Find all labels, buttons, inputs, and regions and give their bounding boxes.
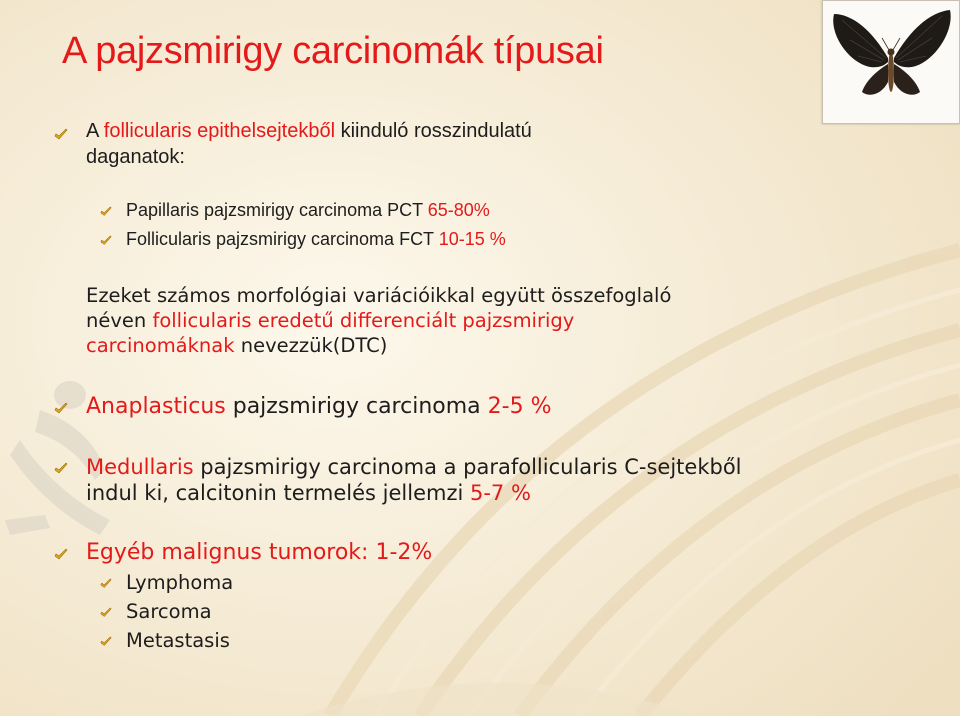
other-name: Egyéb malignus tumorok: bbox=[86, 540, 376, 565]
intro-post: kiinduló rosszindulatú bbox=[335, 120, 532, 142]
intro-highlight: follicularis epithelsejtekből bbox=[103, 120, 336, 142]
summary-highlight-2: carcinomáknak bbox=[86, 334, 235, 357]
summary-line-1: Ezeket számos morfológiai variációikkal együtt összefoglaló bbox=[86, 284, 672, 307]
summary-line-3 bbox=[86, 334, 387, 357]
summary-highlight: follicularis eredetű differenciált pajzsmirigy bbox=[152, 309, 575, 332]
medullary-item-line-1 bbox=[86, 455, 742, 479]
medullary-value: 5-7 % bbox=[469, 481, 531, 505]
other-value: 1-2% bbox=[375, 540, 433, 565]
intro-line-2: daganatok: bbox=[86, 146, 185, 168]
checkmark-icon bbox=[54, 402, 68, 416]
sub-item-value: 65-80% bbox=[427, 200, 490, 220]
other-sub-item-sarcoma: Sarcoma bbox=[126, 600, 212, 623]
intro-line-1 bbox=[86, 120, 532, 143]
other-sub-item-metastasis: Metastasis bbox=[126, 629, 230, 652]
checkmark-icon bbox=[54, 548, 68, 562]
sub-item-papillaris bbox=[126, 200, 490, 221]
checkmark-icon bbox=[100, 636, 112, 648]
anaplastic-text: pajzsmirigy carcinoma bbox=[225, 394, 488, 419]
other-tumors-item bbox=[86, 540, 432, 565]
page-title: A pajzsmirigy carcinomák típusai bbox=[62, 30, 604, 72]
medullary-name: Medullaris bbox=[86, 455, 194, 479]
anaplastic-item bbox=[86, 394, 551, 419]
checkmark-icon bbox=[100, 235, 112, 247]
medullary-text: pajzsmirigy carcinoma a parafollicularis C-sejtekből bbox=[193, 455, 742, 479]
intro-pre: A bbox=[86, 120, 104, 142]
medullary-item-line-2 bbox=[86, 481, 531, 505]
sub-item-value: 10-15 % bbox=[438, 229, 506, 249]
summary-post: nevezzük(DTC) bbox=[234, 334, 388, 357]
checkmark-icon bbox=[100, 206, 112, 218]
checkmark-icon bbox=[100, 578, 112, 590]
sub-item-label: Follicularis pajzsmirigy carcinoma FCT bbox=[126, 229, 439, 249]
sub-item-follicularis bbox=[126, 229, 506, 250]
medullary-text-2: indul ki, calcitonin termelés jellemzi bbox=[86, 481, 470, 505]
summary-line-2 bbox=[86, 309, 574, 332]
anaplastic-value: 2-5 % bbox=[487, 394, 552, 419]
checkmark-icon bbox=[54, 462, 68, 476]
butterfly-icon bbox=[822, 0, 960, 124]
sub-item-label: Papillaris pajzsmirigy carcinoma PCT bbox=[126, 200, 428, 220]
summary-pre: néven bbox=[86, 309, 153, 332]
checkmark-icon bbox=[54, 128, 68, 142]
butterfly-photo bbox=[822, 0, 960, 124]
other-sub-item-lymphoma: Lymphoma bbox=[126, 571, 234, 594]
checkmark-icon bbox=[100, 607, 112, 619]
anaplastic-name: Anaplasticus bbox=[86, 394, 226, 419]
